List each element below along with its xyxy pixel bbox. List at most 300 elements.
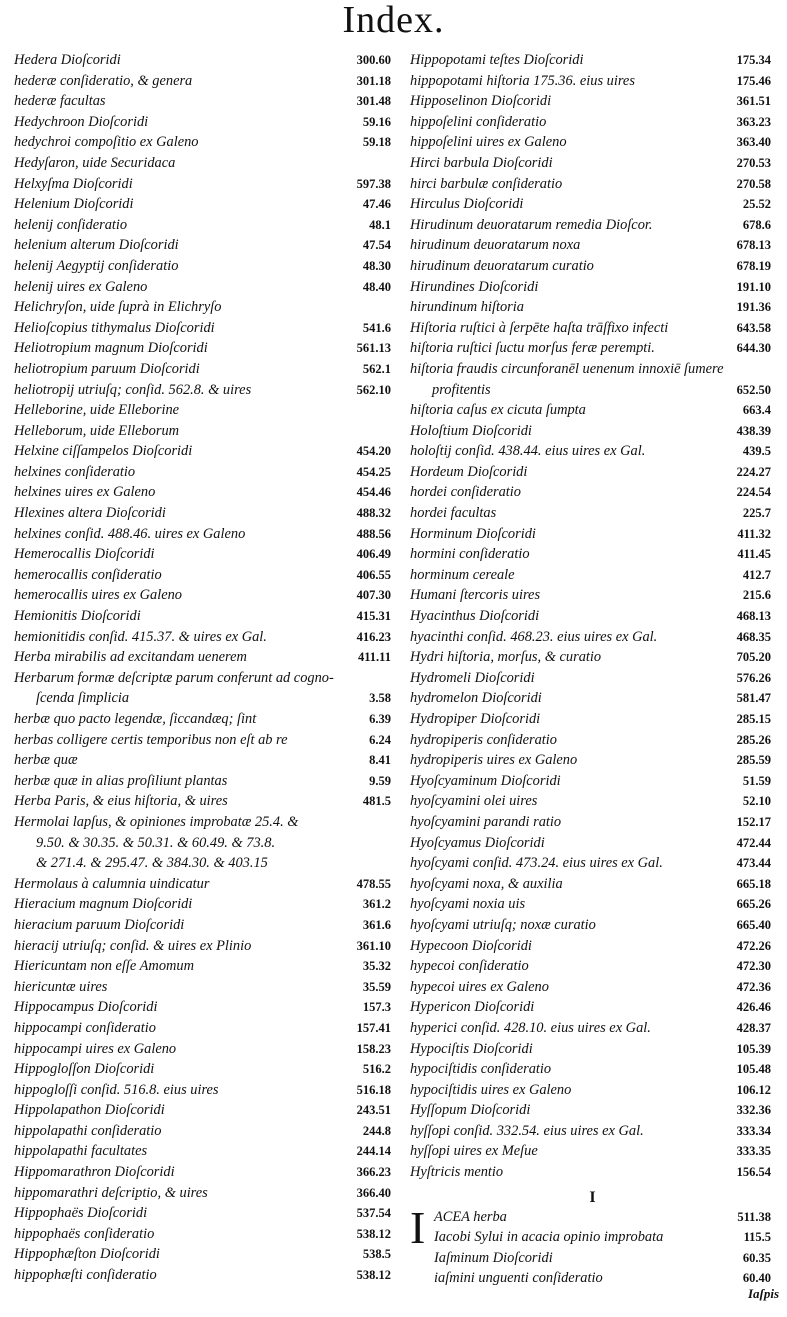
index-entry	[410, 997, 775, 1018]
entry-text: hippomarathri deſcriptio, & uires	[14, 1184, 208, 1201]
index-entry	[14, 194, 395, 215]
entry-text: Helxyſma Dioſcoridi	[14, 175, 133, 192]
entry-text: hydropiperis conſideratio	[410, 731, 557, 748]
entry-text: heliotropium paruum Dioſcoridi	[14, 360, 200, 377]
entry-page-ref: 361.10	[356, 938, 391, 953]
entry-text: hieracij utriuſq; conſid. & uires ex Plinio	[14, 937, 252, 954]
index-entry	[14, 833, 395, 854]
entry-page-ref: 3.58	[369, 691, 391, 706]
entry-page-ref: 576.26	[736, 670, 771, 685]
index-entry	[410, 936, 775, 957]
entry-text: hippolapathi conſideratio	[14, 1122, 162, 1139]
index-entry	[14, 1265, 395, 1286]
index-entry	[14, 812, 395, 833]
index-entry	[14, 1121, 395, 1142]
entry-page-ref: 285.15	[736, 712, 771, 726]
entry-text: hieracium paruum Dioſcoridi	[14, 916, 185, 933]
index-entry	[410, 338, 775, 359]
entry-text: Herbarum formæ deſcriptæ parum conferunt ad cogno-	[14, 669, 334, 686]
index-entry	[14, 421, 395, 442]
entry-text: hirci barbulæ conſideratio	[410, 175, 563, 192]
entry-text: Hiericuntam non eſſe Amomum	[14, 958, 194, 975]
index-entry	[14, 1244, 395, 1265]
page-title: Index.	[342, 0, 445, 41]
entry-page-ref: 243.51	[356, 1103, 391, 1118]
entry-page-ref: 678.6	[742, 217, 771, 232]
entry-text: hypecoi uires ex Galeno	[410, 978, 549, 995]
index-entry	[410, 1268, 775, 1289]
entry-text: horminum cereale	[410, 566, 515, 583]
entry-text: Hyoſcyamus Dioſcoridi	[410, 834, 545, 851]
entry-text: hyoſcyami utriuſq; noxæ curatio	[410, 916, 596, 933]
entry-text: hippopotami hiſtoria 175.36. eius uires	[410, 72, 635, 89]
entry-page-ref: 428.37	[736, 1020, 771, 1035]
section-letter: I	[589, 1188, 596, 1206]
index-entry	[410, 1100, 775, 1121]
index-entry	[410, 956, 775, 977]
entry-text: hypociſtidis conſideratio	[410, 1061, 552, 1078]
entry-page-ref: 541.6	[362, 320, 391, 335]
index-entry	[14, 524, 395, 545]
entry-text: herbæ quo pacto legendæ, ſiccandæq; ſint	[14, 711, 257, 727]
entry-page-ref: 411.32	[737, 526, 771, 541]
entry-page-ref: 285.26	[736, 732, 771, 747]
entry-page-ref: 562.10	[356, 382, 391, 397]
entry-text: hederæ facultas	[14, 93, 106, 110]
entry-page-ref: 224.54	[736, 485, 771, 500]
entry-text: herbæ quæ	[14, 752, 78, 769]
entry-page-ref: 705.20	[736, 650, 771, 665]
entry-text: herbas colligere certis temporibus non eſt ab re	[14, 731, 288, 748]
entry-page-ref: 488.56	[356, 526, 391, 541]
index-entry	[14, 688, 395, 709]
entry-text: hydropiperis uires ex Galeno	[410, 752, 578, 769]
entry-page-ref: 644.30	[736, 341, 771, 356]
entry-text: hippoſelini uires ex Galeno	[410, 134, 567, 151]
entry-page-ref: 175.46	[736, 73, 771, 88]
entry-text: helenij Aegyptij conſideratio	[14, 257, 179, 274]
index-entry	[410, 71, 775, 92]
index-entry	[14, 1059, 395, 1080]
index-entry	[14, 853, 395, 874]
entry-page-ref: 301.48	[356, 94, 391, 109]
index-entry	[14, 565, 395, 586]
entry-text: helxines conſideratio	[14, 463, 136, 480]
entry-text: hiſtoria caſus ex cicuta ſumpta	[410, 402, 586, 419]
index-entry	[410, 1080, 775, 1101]
entry-page-ref: 301.18	[356, 73, 391, 88]
entry-text: hyperici conſid. 428.10. eius uires ex Gal.	[410, 1019, 651, 1036]
entry-text: hippocampi uires ex Galeno	[14, 1040, 177, 1057]
entry-text: Helleborum, uide Elleborum	[14, 422, 180, 439]
entry-page-ref: 366.40	[356, 1185, 391, 1200]
entry-page-ref: 9.59	[369, 773, 391, 788]
index-entry	[14, 1224, 395, 1245]
entry-text: hyoſcyami conſid. 473.24. eius uires ex Gal.	[410, 855, 663, 872]
index-entry	[410, 833, 775, 854]
entry-page-ref: 6.24	[369, 732, 391, 747]
index-entry	[410, 132, 775, 153]
entry-page-ref: 411.45	[737, 547, 771, 562]
index-entry	[14, 174, 395, 195]
entry-text: Horminum Dioſcoridi	[410, 525, 536, 542]
index-entry	[410, 730, 775, 751]
index-entry	[410, 894, 775, 915]
index-entry	[410, 647, 775, 668]
entry-page-ref: 665.18	[736, 876, 771, 891]
index-entry	[410, 1162, 775, 1183]
index-entry	[410, 1059, 775, 1080]
entry-text: Hermolaus à calumnia uindicatur	[14, 875, 210, 892]
entry-text: helenij conſideratio	[14, 216, 128, 233]
entry-text: hemerocallis uires ex Galeno	[14, 587, 182, 604]
entry-page-ref: 60.35	[742, 1250, 771, 1265]
index-entry	[410, 750, 775, 771]
index-entry	[410, 1039, 775, 1060]
entry-page-ref: 60.40	[742, 1271, 771, 1286]
entry-text: Holoſtium Dioſcoridi	[410, 422, 532, 439]
index-entry	[14, 277, 395, 298]
entry-page-ref: 115.5	[743, 1230, 771, 1245]
entry-page-ref: 663.4	[742, 403, 771, 418]
entry-page-ref: 472.30	[736, 959, 771, 974]
entry-text: Hemionitis Dioſcoridi	[14, 608, 141, 625]
entry-page-ref: 538.5	[362, 1247, 391, 1262]
entry-page-ref: 59.18	[362, 135, 391, 150]
entry-text: hyoſcyami noxia uis	[410, 896, 526, 913]
entry-text: hirudinum deuoratarum noxa	[410, 237, 581, 254]
entry-page-ref: 175.34	[736, 53, 771, 67]
entry-text: Herba mirabilis ad excitandam uenerem	[14, 649, 247, 666]
entry-text: hippocampi conſideratio	[14, 1019, 156, 1036]
entry-page-ref: 478.55	[356, 876, 391, 891]
entry-page-ref: 454.25	[356, 464, 391, 479]
index-entry	[410, 174, 775, 195]
index-entry	[14, 1039, 395, 1060]
entry-page-ref: 51.59	[742, 773, 771, 788]
index-entry	[14, 771, 395, 792]
entry-page-ref: 224.27	[736, 464, 771, 479]
entry-page-ref: 678.13	[736, 238, 771, 253]
entry-text: Heliotropium magnum Dioſcoridi	[14, 340, 208, 357]
entry-page-ref: 472.44	[736, 835, 771, 850]
entry-text: hypociſtidis uires ex Galeno	[410, 1081, 572, 1098]
index-entry	[14, 215, 395, 236]
index-entry	[14, 1203, 395, 1224]
entry-page-ref: 438.39	[736, 423, 771, 438]
entry-page-ref: 215.6	[742, 588, 771, 603]
entry-text: hippophæſti conſideratio	[14, 1267, 157, 1284]
entry-text: profitentis	[432, 381, 491, 398]
entry-page-ref: 581.47	[736, 691, 771, 706]
entry-text: Iaſminum Dioſcoridi	[434, 1249, 553, 1266]
entry-page-ref: 333.35	[736, 1144, 771, 1159]
entry-text: hyoſcyami noxa, & auxilia	[410, 875, 563, 892]
entry-text: Herba Paris, & eius hiſtoria, & uires	[14, 793, 228, 810]
entry-page-ref: 105.39	[736, 1041, 771, 1056]
drop-cap-initial: I	[410, 1201, 426, 1253]
entry-text: Hydromeli Dioſcoridi	[410, 669, 535, 686]
entry-text: Hedera Dioſcoridi	[14, 52, 121, 68]
index-entry	[410, 441, 775, 462]
index-entry	[410, 462, 775, 483]
entry-page-ref: 52.10	[742, 794, 771, 809]
entry-text: hiericuntæ uires	[14, 978, 108, 995]
entry-text: hirudinum deuoratarum curatio	[410, 257, 594, 274]
entry-page-ref: 35.59	[362, 979, 391, 994]
entry-text: hordei facultas	[410, 505, 497, 522]
entry-page-ref: 105.48	[736, 1062, 771, 1077]
entry-text: Hydropiper Dioſcoridi	[410, 711, 541, 727]
entry-page-ref: 415.31	[356, 609, 391, 624]
entry-text: Hippomarathron Dioſcoridi	[14, 1164, 175, 1181]
entry-page-ref: 665.40	[736, 917, 771, 932]
entry-text: Hirudinum deuoratarum remedia Dioſcor.	[410, 216, 653, 233]
entry-text: Hippolapathon Dioſcoridi	[14, 1102, 165, 1119]
index-entry	[14, 338, 395, 359]
index-entry	[14, 627, 395, 648]
entry-text: Hirci barbula Dioſcoridi	[410, 154, 553, 171]
entry-page-ref: 59.16	[362, 114, 391, 129]
entry-page-ref: 361.6	[362, 917, 391, 932]
index-entry	[14, 482, 395, 503]
entry-page-ref: 244.8	[362, 1123, 391, 1138]
index-entry	[410, 524, 775, 545]
entry-page-ref: 468.35	[736, 629, 771, 644]
entry-page-ref: 361.51	[736, 94, 771, 109]
entry-page-ref: 25.52	[742, 197, 771, 212]
index-entry	[14, 441, 395, 462]
entry-page-ref: 643.58	[736, 320, 771, 335]
index-entry	[410, 565, 775, 586]
index-entry	[410, 606, 775, 627]
entry-page-ref: 481.5	[362, 794, 391, 809]
index-entry	[410, 318, 775, 339]
index-entry	[410, 709, 775, 730]
index-entry	[14, 153, 395, 174]
index-entry	[410, 503, 775, 524]
index-entry	[410, 874, 775, 895]
entry-text: Helenium Dioſcoridi	[14, 196, 134, 213]
entry-text: Hippogloſſon Dioſcoridi	[14, 1061, 155, 1078]
entry-text: Hippophæſton Dioſcoridi	[14, 1246, 160, 1263]
entry-text: Hirundines Dioſcoridi	[410, 278, 539, 295]
index-entry	[14, 91, 395, 112]
index-entry	[14, 791, 395, 812]
index-entry	[410, 791, 775, 812]
index-entry	[14, 606, 395, 627]
entry-page-ref: 652.50	[736, 382, 771, 397]
entry-text: heliotropij utriuſq; conſid. 562.8. & uires	[14, 381, 252, 398]
entry-page-ref: 454.46	[356, 485, 391, 500]
entry-text: helxines conſid. 488.46. uires ex Galeno	[14, 525, 246, 542]
entry-page-ref: 366.23	[356, 1165, 391, 1180]
entry-text: iaſmini unguenti conſideratio	[434, 1270, 603, 1287]
entry-page-ref: 158.23	[356, 1041, 391, 1056]
entry-text: hederæ conſideratio, & genera	[14, 72, 193, 89]
entry-text: Hiſtoria ruſtici à ſerpēte haſta trāſfixo infecti	[410, 319, 669, 336]
index-entry	[14, 1100, 395, 1121]
index-entry	[410, 194, 775, 215]
entry-text: holoſtij conſid. 438.44. eius uires ex Gal.	[410, 443, 646, 460]
entry-page-ref: 48.30	[362, 258, 391, 273]
entry-text: 9.50. & 30.35. & 50.31. & 60.49. & 73.8.	[36, 834, 276, 851]
entry-page-ref: 48.1	[369, 217, 391, 232]
entry-text: hyoſcyamini parandi ratio	[410, 813, 562, 830]
entry-page-ref: 538.12	[356, 1226, 391, 1241]
index-entry	[14, 503, 395, 524]
index-entry	[410, 400, 775, 421]
entry-page-ref: 416.23	[356, 629, 391, 644]
entry-page-ref: 468.13	[736, 609, 771, 624]
entry-page-ref: 191.10	[736, 279, 771, 294]
entry-text: hyſſopi conſid. 332.54. eius uires ex Gal.	[410, 1122, 644, 1139]
index-entry	[14, 359, 395, 380]
entry-page-ref: 488.32	[356, 506, 391, 521]
entry-page-ref: 48.40	[362, 279, 391, 294]
entry-text: hemerocallis conſideratio	[14, 566, 162, 583]
entry-page-ref: 406.55	[356, 567, 391, 582]
entry-text: Hyacinthus Dioſcoridi	[410, 608, 540, 625]
index-entry	[410, 50, 775, 71]
entry-text: hyſſopi uires ex Meſue	[410, 1143, 538, 1160]
entry-text: Hieracium magnum Dioſcoridi	[14, 896, 193, 913]
entry-page-ref: 665.26	[736, 897, 771, 912]
entry-page-ref: 157.41	[356, 1020, 391, 1035]
index-entry	[14, 318, 395, 339]
index-entry	[14, 544, 395, 565]
index-entry	[14, 730, 395, 751]
entry-page-ref: 454.20	[356, 444, 391, 459]
entry-page-ref: 472.26	[736, 938, 771, 953]
index-entry	[410, 627, 775, 648]
entry-text: hypecoi conſideratio	[410, 958, 529, 975]
entry-text: hordei conſideratio	[410, 484, 521, 501]
entry-text: Hippopotami teſtes Dioſcoridi	[410, 52, 584, 68]
entry-page-ref: 270.53	[736, 155, 771, 170]
entry-text: hydromelon Dioſcoridi	[410, 690, 542, 707]
index-entry	[410, 215, 775, 236]
index-entry	[14, 256, 395, 277]
entry-page-ref: 561.13	[356, 341, 391, 356]
index-entry	[410, 853, 775, 874]
index-entry	[410, 1121, 775, 1142]
index-entry	[14, 462, 395, 483]
index-entry	[410, 585, 775, 606]
entry-text: hippophaës conſideratio	[14, 1225, 155, 1242]
entry-page-ref: 597.38	[356, 176, 391, 191]
entry-text: Hydri hiſtoria, morſus, & curatio	[410, 649, 602, 666]
entry-text: Helxine ciſſampelos Dioſcoridi	[14, 443, 193, 460]
index-entry	[14, 1080, 395, 1101]
index-entry	[14, 668, 395, 689]
entry-page-ref: 363.23	[736, 114, 771, 129]
entry-page-ref: 270.58	[736, 176, 771, 191]
entry-text: hyoſcyamini olei uires	[410, 793, 538, 810]
entry-page-ref: 363.40	[736, 135, 771, 150]
entry-text: hedychroi compoſitio ex Galeno	[14, 134, 199, 151]
entry-page-ref: 678.19	[736, 258, 771, 273]
entry-text: Humani ſtercoris uires	[410, 587, 541, 604]
entry-text: Helichryſon, uide ſuprà in Elichryſo	[14, 299, 222, 316]
entry-page-ref: 8.41	[369, 753, 391, 768]
index-entry	[14, 936, 395, 957]
entry-page-ref: 473.44	[736, 856, 771, 871]
entry-page-ref: 537.54	[356, 1206, 391, 1221]
entry-text: Hyſſopum Dioſcoridi	[410, 1102, 531, 1119]
entry-text: Hyſtricis mentio	[410, 1164, 504, 1181]
entry-page-ref: 538.12	[356, 1268, 391, 1283]
entry-text: Helioſcopius tithymalus Dioſcoridi	[14, 319, 215, 336]
index-entry	[14, 1183, 395, 1204]
index-entry	[14, 50, 395, 71]
index-column-left	[14, 50, 395, 1286]
entry-page-ref: 406.49	[356, 547, 391, 562]
index-entry	[410, 812, 775, 833]
index-entry	[410, 482, 775, 503]
entry-page-ref: 156.54	[736, 1165, 771, 1180]
entry-text: ſcenda ſimplicia	[36, 690, 130, 707]
index-entry	[14, 709, 395, 730]
entry-text: herbæ quæ in alias proſiliunt plantas	[14, 772, 228, 789]
index-entry	[14, 297, 395, 318]
entry-page-ref: 439.5	[742, 444, 771, 459]
entry-page-ref: 244.14	[356, 1144, 391, 1159]
index-entry	[14, 71, 395, 92]
entry-page-ref: 35.32	[362, 959, 391, 974]
index-entry	[14, 874, 395, 895]
index-column-right	[410, 50, 775, 1289]
entry-page-ref: 106.12	[736, 1082, 771, 1097]
entry-text: helxines uires ex Galeno	[14, 484, 156, 501]
index-entry	[410, 380, 775, 401]
entry-text: Helleborine, uide Elleborine	[14, 402, 180, 419]
entry-page-ref: 511.38	[737, 1209, 771, 1224]
entry-text: Iacobi Sylui in acacia opinio improbata	[434, 1229, 664, 1246]
entry-page-ref: 47.46	[362, 197, 391, 212]
entry-page-ref: 152.17	[736, 814, 771, 829]
entry-text: helenium alterum Dioſcoridi	[14, 237, 179, 254]
entry-text: helenij uires ex Galeno	[14, 278, 148, 295]
index-entry	[410, 771, 775, 792]
entry-text: hormini conſideratio	[410, 546, 530, 563]
index-entry	[410, 544, 775, 565]
entry-text: Hedyſaron, uide Securidaca	[14, 154, 176, 171]
entry-page-ref: 157.3	[362, 1000, 391, 1015]
entry-page-ref: 562.1	[362, 361, 391, 376]
index-entry	[14, 112, 395, 133]
entry-page-ref: 47.54	[362, 238, 391, 253]
entry-text: & 271.4. & 295.47. & 384.30. & 403.15	[36, 855, 268, 872]
index-entry	[14, 1162, 395, 1183]
entry-text: hiſtoria fraudis circunforanēl uenenum innoxiē ſumere	[410, 360, 724, 377]
entry-page-ref: 516.18	[356, 1082, 391, 1097]
index-entry	[14, 894, 395, 915]
entry-text: Hermolai lapſus, & opiniones improbatæ 25.4. &	[14, 813, 299, 830]
index-entry	[14, 997, 395, 1018]
entry-page-ref: 361.2	[362, 897, 391, 912]
index-entry	[410, 153, 775, 174]
entry-page-ref: 426.46	[736, 1000, 771, 1015]
index-entry	[410, 1248, 775, 1269]
entry-text: Hlexines altera Dioſcoridi	[14, 505, 166, 522]
entry-page-ref: 225.7	[742, 506, 771, 521]
index-entry	[14, 132, 395, 153]
entry-text: Hirculus Dioſcoridi	[410, 196, 524, 213]
index-entry	[410, 297, 775, 318]
index-entry	[410, 1141, 775, 1162]
entry-page-ref: 191.36	[736, 300, 771, 315]
